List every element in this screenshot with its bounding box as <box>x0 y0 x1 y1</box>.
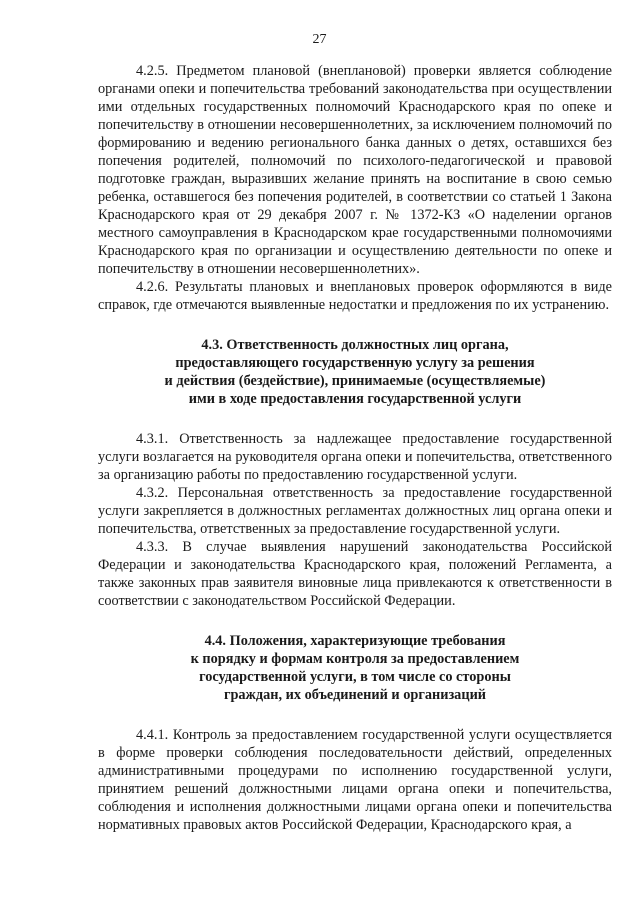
spacer <box>98 610 612 632</box>
paragraph-4-2-5: 4.2.5. Предметом плановой (внеплановой) проверки является соблюдение органами опеки и попечительства требований законодательства при осуществлении ими отдельных государственных полномочий Краснодарского края по опеке и попечительству в отношении несовершеннолетних, за исключением полномочий по формированию и ведению регионального банка данных о детях, оставшихся без попечения родителей, полномочий по психолого-педагогической и правовой подготовке граждан, выразивших желание принять на воспитание в свою семью ребенка, оставшегося без попечения родителей, в соответствии со статьей 1 Закона Краснодарского края от 29 декабря 2007 г. № 1372-КЗ «О наделении органов местного самоуправления в Краснодарском крае государственными полномочиями Краснодарского края по организации и осуществлению деятельности по опеке и попечительству в отношении несовершеннолетних». <box>98 63 612 277</box>
paragraph-4-3-3: 4.3.3. В случае выявления нарушений законодательства Российской Федерации и законодательства Краснодарского края, положений Регламента, а также законных прав заявителя виновные лица привлекаются к ответственности в соответствии с законодательством Российской Федерации. <box>98 539 612 609</box>
heading-line: предоставляющего государственную услугу за решения <box>175 355 535 371</box>
section-heading-4-4 <box>98 632 612 704</box>
heading-line: к порядку и формам контроля за предоставлением <box>190 651 520 667</box>
paragraph-4-3-2: 4.3.2. Персональная ответственность за предоставление государственной услуги закрепляется в должностных регламентах должностных лиц органа опеки и попечительства, ответственных за предоставление государственной услуги. <box>98 485 612 537</box>
heading-line: 4.4. Положения, характеризующие требования <box>204 633 506 649</box>
heading-line: 4.3. Ответственность должностных лиц органа, <box>201 337 509 353</box>
spacer <box>98 704 612 726</box>
spacer <box>98 408 612 430</box>
heading-line: ими в ходе предоставления государственной услуги <box>188 391 522 407</box>
page-number: 27 <box>312 32 327 47</box>
spacer <box>98 314 612 336</box>
heading-line: граждан, их объединений и организаций <box>223 687 487 703</box>
section-heading-4-3 <box>98 336 612 408</box>
paragraph-4-3-1: 4.3.1. Ответственность за надлежащее предоставление государственной услуги возлагается на руководителя органа опеки и попечительства, ответственного за организацию работы по предоставлению государственной услуги. <box>98 431 612 483</box>
document-body <box>98 62 612 834</box>
heading-line: государственной услуги, в том числе со стороны <box>199 669 511 685</box>
paragraph-4-2-6: 4.2.6. Результаты плановых и внеплановых проверок оформляются в виде справок, где отмечаются выявленные недостатки и предложения по их устранению. <box>98 279 612 313</box>
heading-line: и действия (бездействие), принимаемые (осуществляемые) <box>164 373 546 389</box>
paragraph-4-4-1: 4.4.1. Контроль за предоставлением государственной услуги осуществляется в форме проверки соблюдения последовательности действий, определенных административными процедурами по исполнению государственной услуги, принятием решений должностными лицами органа опеки и попечительства, соблюдения и исполнения должностными лицами органа опеки и попечительства нормативных правовых актов Российской Федерации, Краснодарского края, а <box>98 727 612 833</box>
